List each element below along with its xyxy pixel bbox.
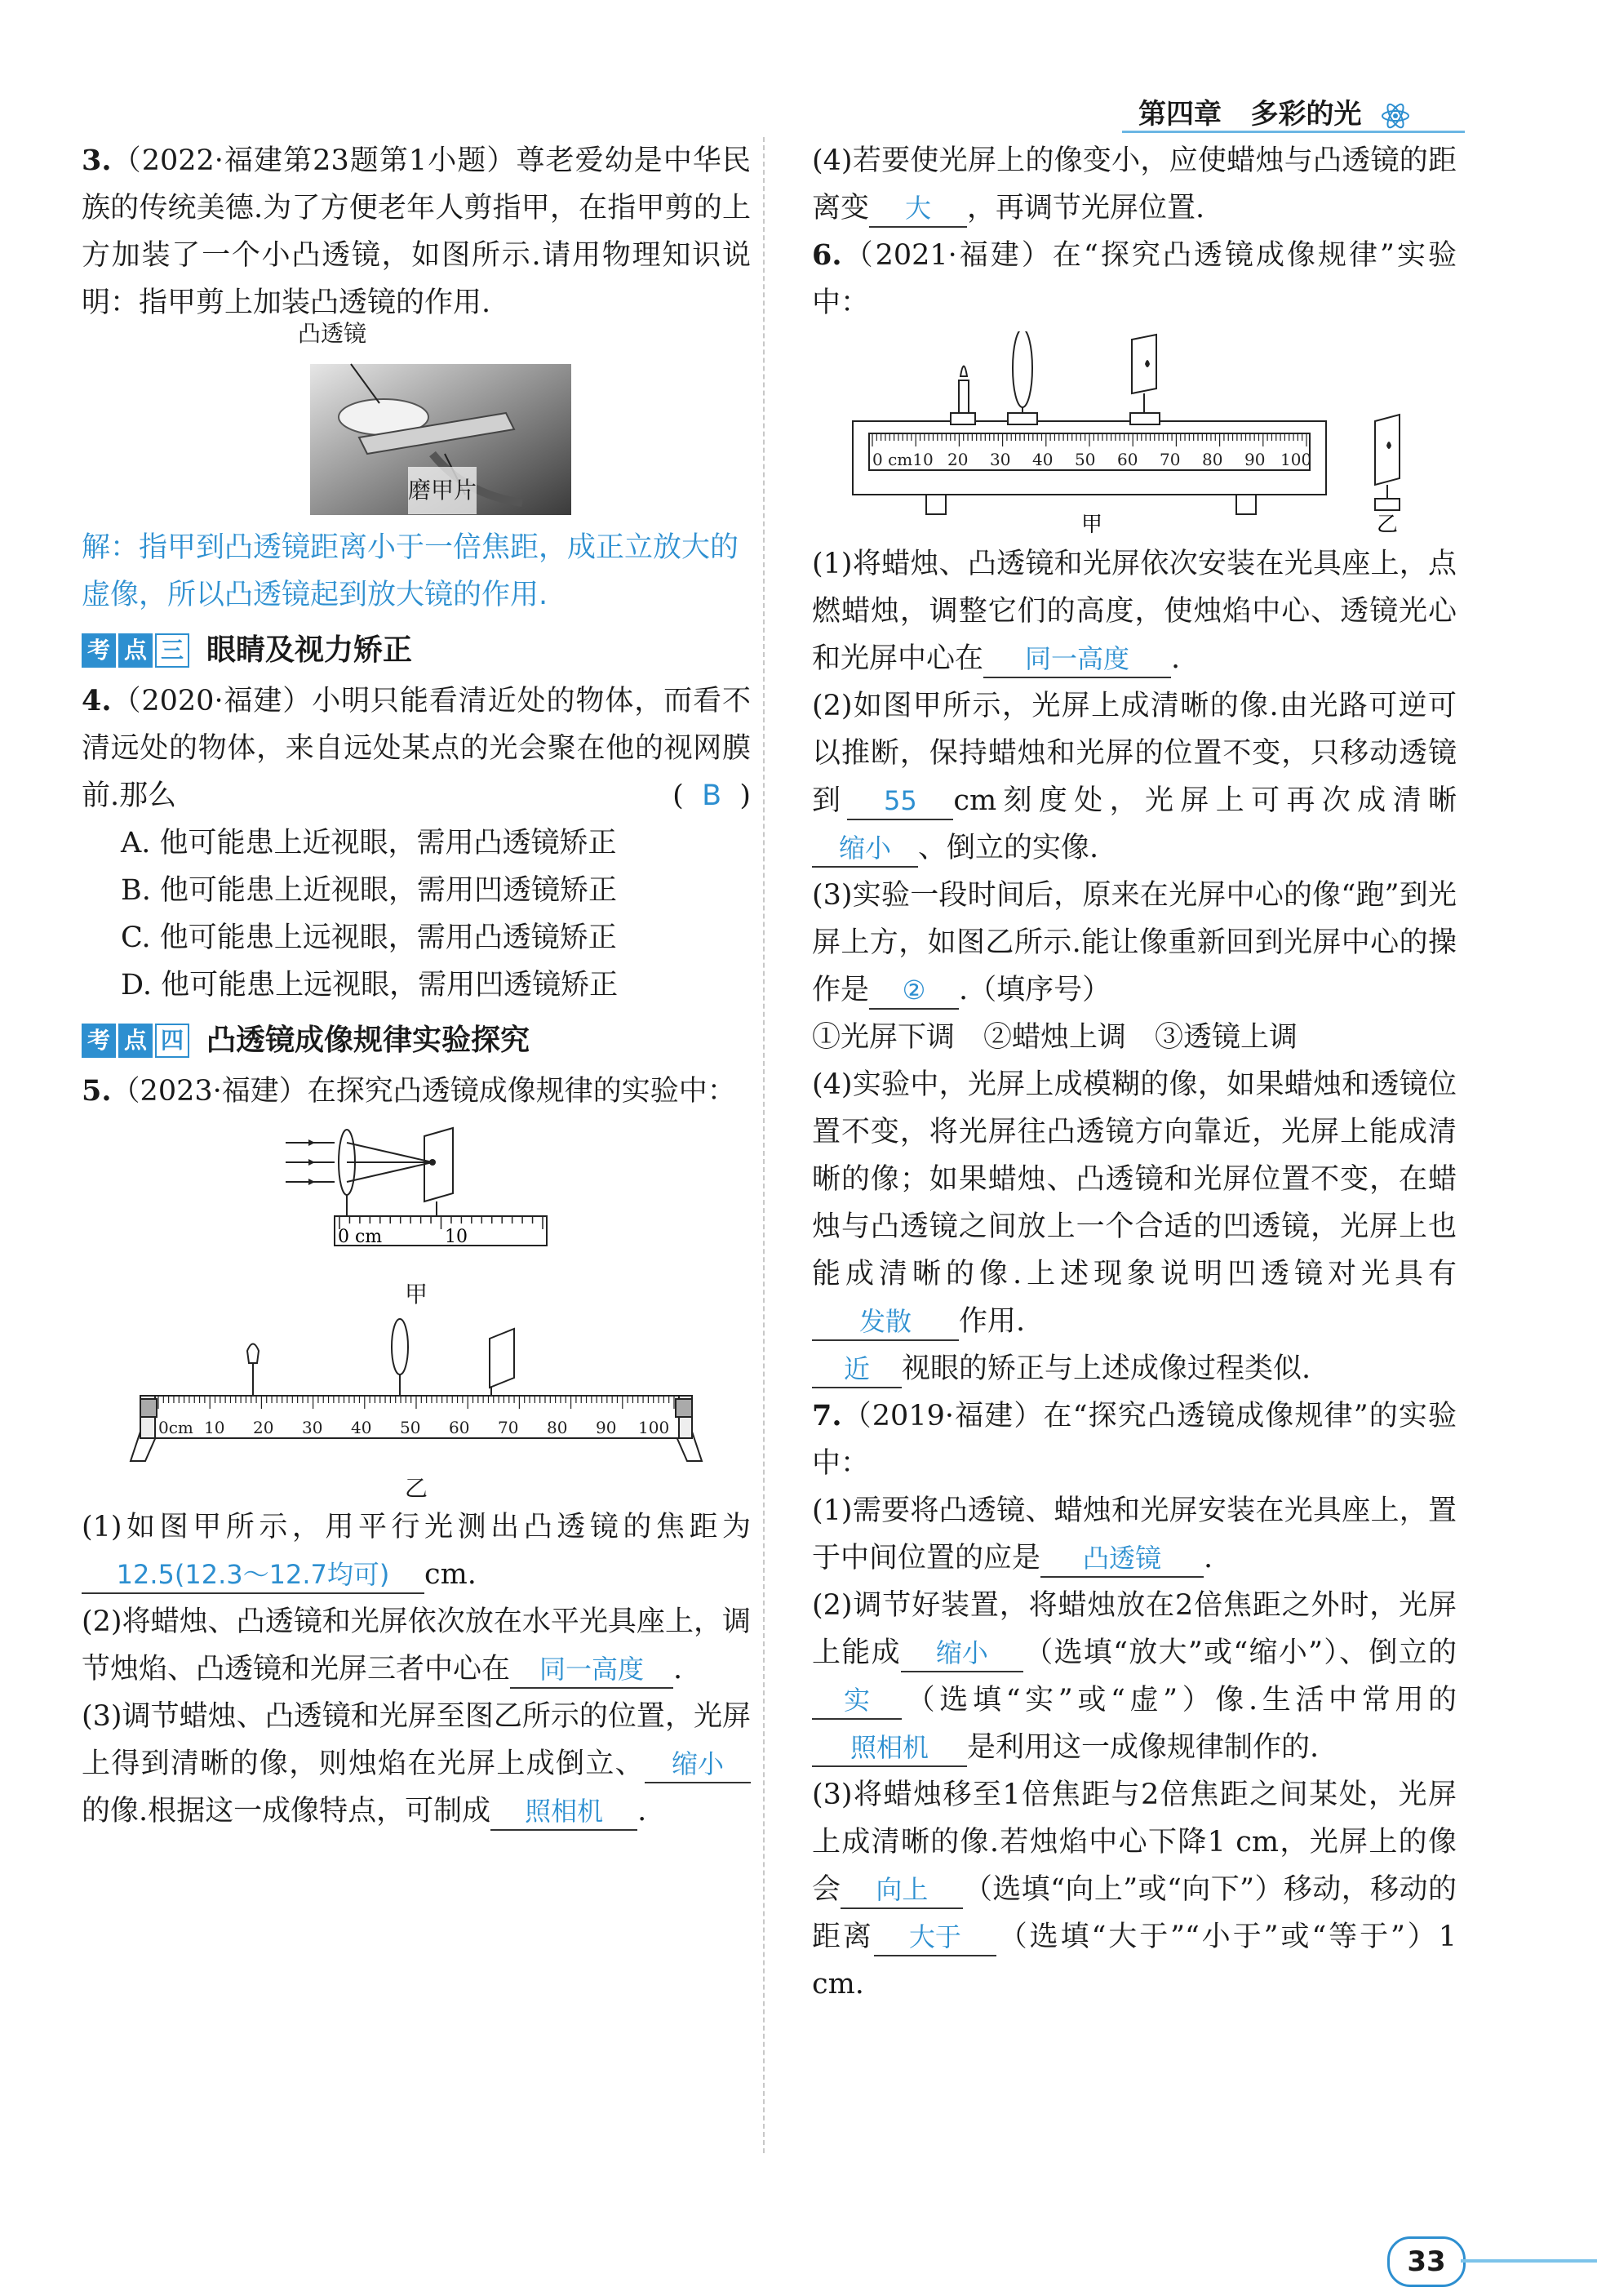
q5-answer-3: 缩小 [645, 1746, 751, 1783]
q5-number: 5. [82, 1074, 112, 1108]
q7-answer-4: 照相机 [812, 1730, 967, 1767]
q6-ruler-label: 0 cm10 [872, 450, 934, 469]
q4-answer-bracket: ( B ) [672, 779, 751, 812]
atom-icon [1379, 100, 1412, 132]
q6-number: 6. [812, 238, 842, 272]
q5-part4-end: ，再调节光屏位置. [967, 192, 1205, 224]
q4-option-d: D. 他可能患上远视眼，需用凹透镜矫正 [121, 969, 619, 1001]
q6-ruler-label: 30 [990, 450, 1011, 469]
q5-figure-yi [122, 1314, 710, 1469]
kaodian-tag-kao: 考 [82, 633, 116, 668]
header-rule [1122, 131, 1465, 133]
kaodian-4-heading [82, 1017, 751, 1064]
question-5 [82, 1068, 751, 1835]
kaodian-3-title: 眼睛及视力矫正 [206, 633, 413, 667]
q7-stem: 在“探究凸透镜成像规律”的实验中： [812, 1400, 1457, 1480]
q5-stem: 在探究凸透镜成像规律的实验中： [307, 1075, 736, 1108]
q7-part2-text-b: （选填“放大”或“缩小”）、倒立的 [1023, 1637, 1457, 1669]
ruler-yi-label: 90 [596, 1418, 617, 1437]
kaodian-tag-dian: 点 [118, 1024, 153, 1058]
q3-fig-label-lens: 凸透镜 [298, 320, 367, 347]
q6-part1-text: (1)将蜡烛、凸透镜和光屏依次安装在光具座上，点燃蜡烛，调整它们的高度，使烛焰中心、透镜光心和光屏中心在 [812, 548, 1457, 675]
question-6 [812, 232, 1457, 1392]
page-number-bar [1461, 2259, 1597, 2263]
q4-answer: B [702, 779, 722, 812]
left-column [82, 137, 751, 1835]
ruler-jia-label-10: 10 [445, 1227, 468, 1247]
q3-source: （2022·福建第23题第1小题） [111, 144, 517, 177]
q7-answer-1: 凸透镜 [1040, 1540, 1204, 1578]
q6-part4-text: (4)实验中，光屏上成模糊的像，如果蜡烛和透镜位置不变，将光屏往凸透镜方向靠近，光屏上能成清晰的像；如果蜡烛、凸透镜和光屏位置不变，在蜡烛与凸透镜之间放上一个合适的凹透镜，光屏上也能成清晰的像.上述现象说明凹透镜对光具有 [812, 1068, 1457, 1290]
q6-part4-text-b: 作用. [959, 1305, 1026, 1338]
q5-source: （2023·福建） [111, 1075, 308, 1108]
ruler-yi-label: 60 [449, 1418, 470, 1437]
ruler-jia-label-0: 0 cm [338, 1227, 383, 1247]
q7-part3-end: （选填“大于”“小于”或“等于”）1 cm. [812, 1921, 1457, 2001]
q6-part1-end: . [1171, 642, 1181, 675]
q5-part2-end: . [673, 1653, 683, 1685]
chapter-title: 多彩的光 [1250, 98, 1362, 131]
q7-part1-end: . [1204, 1542, 1213, 1574]
q5-part3-end: . [637, 1795, 647, 1827]
q3-stem: 尊老爱幼是中华民族的传统美德.为了方便老年人剪指甲，在指甲剪的上方加装了一个小凸透镜，如图所示.请用物理知识说明：指甲剪上加装凸透镜的作用. [82, 144, 751, 319]
q4-number: 4. [82, 684, 112, 717]
q5-part3-text-b: 的像.根据这一成像特点，可制成 [82, 1795, 491, 1827]
kaodian-tag-dian: 点 [118, 633, 153, 668]
q6-ruler-label: 90 [1244, 450, 1266, 469]
q6-answer-1: 同一高度 [983, 641, 1171, 678]
q7-part1-text: (1)需要将凸透镜、蜡烛和光屏安装在光具座上，置于中间位置的应是 [812, 1494, 1457, 1574]
q6-answer-3: 缩小 [812, 830, 918, 868]
q7-part2-text: (2)调节好装置，将蜡烛放在2倍焦距之外时，光屏上能成 [812, 1589, 1457, 1669]
q6-ruler-label: 20 [947, 450, 969, 469]
q5-part2-text: (2)将蜡烛、凸透镜和光屏依次放在水平光具座上，调节烛焰、凸透镜和光屏三者中心在 [82, 1605, 751, 1685]
q6-caption-jia: 甲 [1081, 513, 1103, 535]
q7-part3-text: (3)将蜡烛移至1倍焦距与2倍焦距之间某处，光屏上成清晰的像.若烛焰中心下降1 cm，光屏上的像会 [812, 1779, 1457, 1906]
q5-part4-text: (4)若要使光屏上的像变小，应使蜡烛与凸透镜的距离变 [812, 144, 1457, 224]
q4-source: （2020·福建） [111, 685, 313, 717]
q6-ruler-label: 100 [1280, 450, 1312, 469]
q6-caption-yi: 乙 [1377, 513, 1399, 535]
q5-part1-text: (1)如图甲所示，用平行光测出凸透镜的焦距为 [82, 1511, 751, 1543]
q6-answer-2: 55 [847, 783, 953, 820]
q6-ruler-label: 50 [1075, 450, 1096, 469]
q5-figure-jia [277, 1120, 555, 1275]
q6-part3-options: ①光屏下调 ②蜡烛上调 ③透镜上调 [812, 1021, 1298, 1054]
q7-part2-end: 是利用这一成像规律制作的. [967, 1731, 1320, 1764]
ruler-yi-label: 20 [253, 1418, 274, 1437]
q6-answer-6: 近 [812, 1351, 902, 1388]
ruler-yi-label: 30 [302, 1418, 323, 1437]
q5-part3-text: (3)调节蜡烛、凸透镜和光屏至图乙所示的位置，光屏上得到清晰的像，则烛焰在光屏上成倒立、 [82, 1700, 751, 1780]
q4-option-a: A. 他可能患上近视眼，需用凸透镜矫正 [121, 827, 617, 859]
q6-part2-text: (2)如图甲所示，光屏上成清晰的像.由光路可逆可以推断，保持蜡烛和光屏的位置不变，只移动透镜到 [812, 690, 1457, 817]
kaodian-3-heading [82, 627, 751, 674]
ruler-yi-label: 100 [638, 1418, 670, 1437]
q6-part2-end: 、倒立的实像. [918, 832, 1099, 864]
q6-answer-5: 发散 [812, 1303, 959, 1341]
q5-answer-5: 大 [869, 190, 967, 228]
q6-part4-end: 视眼的矫正与上述成像过程类似. [902, 1352, 1311, 1385]
q3-number: 3. [82, 144, 112, 177]
q4-stem: 小明只能看清近处的物体，而看不清远处的物体，来自远处某点的光会聚在他的视网膜前.那么 [82, 685, 751, 812]
q4-option-c: C. 他可能患上远视眼，需用凸透镜矫正 [121, 922, 617, 954]
q5-part1-unit: cm. [424, 1558, 477, 1591]
q7-part2-text-c: （选填“实”或“虚”）像.生活中常用的 [902, 1684, 1457, 1716]
q3-solution: 解：指甲到凸透镜距离小于一倍焦距，成正立放大的虚像，所以凸透镜起到放大镜的作用. [82, 531, 739, 611]
q6-part3-text: (3)实验一段时间后，原来在光屏中心的像“跑”到光屏上方，如图乙所示.能让像重新回到光屏中心的操作是 [812, 879, 1457, 1006]
q7-answer-5: 向上 [841, 1872, 963, 1909]
right-column [812, 137, 1457, 2008]
kaodian-tag-num: 三 [155, 633, 189, 668]
ruler-yi-label: 0cm [158, 1418, 193, 1437]
q6-part3-end: .（填序号） [959, 974, 1111, 1006]
q7-number: 7. [812, 1399, 842, 1432]
q6-ruler-label: 80 [1202, 450, 1223, 469]
q7-answer-6: 大于 [874, 1919, 996, 1956]
question-7 [812, 1392, 1457, 2008]
kaodian-tag-kao: 考 [82, 1024, 116, 1058]
chapter-header [1138, 91, 1412, 132]
ruler-yi-label: 80 [547, 1418, 568, 1437]
ruler-yi-label: 70 [498, 1418, 519, 1437]
q6-ruler-label: 70 [1160, 450, 1181, 469]
q7-answer-3: 实 [812, 1682, 902, 1720]
q4-option-b: B. 他可能患上近视眼，需用凹透镜矫正 [121, 874, 617, 907]
q7-source: （2019·福建） [841, 1400, 1044, 1432]
q7-answer-2: 缩小 [901, 1635, 1023, 1672]
q5-answer-2: 同一高度 [510, 1651, 673, 1689]
q7-part3-text-b: （选填“向上”或“向下”）移动，移动的距离 [812, 1873, 1457, 1953]
q6-figure [836, 331, 1432, 535]
ruler-yi-label: 10 [204, 1418, 225, 1437]
column-divider [763, 137, 765, 2153]
question-4 [82, 677, 751, 1009]
question-3 [82, 137, 751, 619]
q6-stem: 在“探究凸透镜成像规律”实验中： [812, 239, 1457, 319]
ruler-yi-label: 50 [400, 1418, 421, 1437]
q6-ruler-label: 40 [1032, 450, 1054, 469]
kaodian-4-title: 凸透镜成像规律实验探究 [206, 1024, 530, 1057]
q3-fig-label-clipper: 磨甲片 [408, 467, 477, 514]
q6-part2-text-b: cm刻度处，光屏上可再次成清晰 [953, 784, 1457, 817]
q6-source: （2021·福建） [841, 239, 1053, 272]
q5-answer-1: 12.5(12.3～12.7均可) [82, 1557, 424, 1594]
q6-ruler-label: 60 [1117, 450, 1138, 469]
q6-answer-4: ② [869, 972, 959, 1010]
page-number: 33 [1387, 2236, 1466, 2287]
chapter-number: 第四章 [1138, 98, 1222, 131]
ruler-yi-label: 40 [351, 1418, 372, 1437]
q5-caption-jia: 甲 [404, 1281, 428, 1308]
q5-caption-yi: 乙 [404, 1475, 428, 1502]
kaodian-tag-num: 四 [155, 1024, 189, 1058]
q5-answer-4: 照相机 [490, 1793, 637, 1831]
